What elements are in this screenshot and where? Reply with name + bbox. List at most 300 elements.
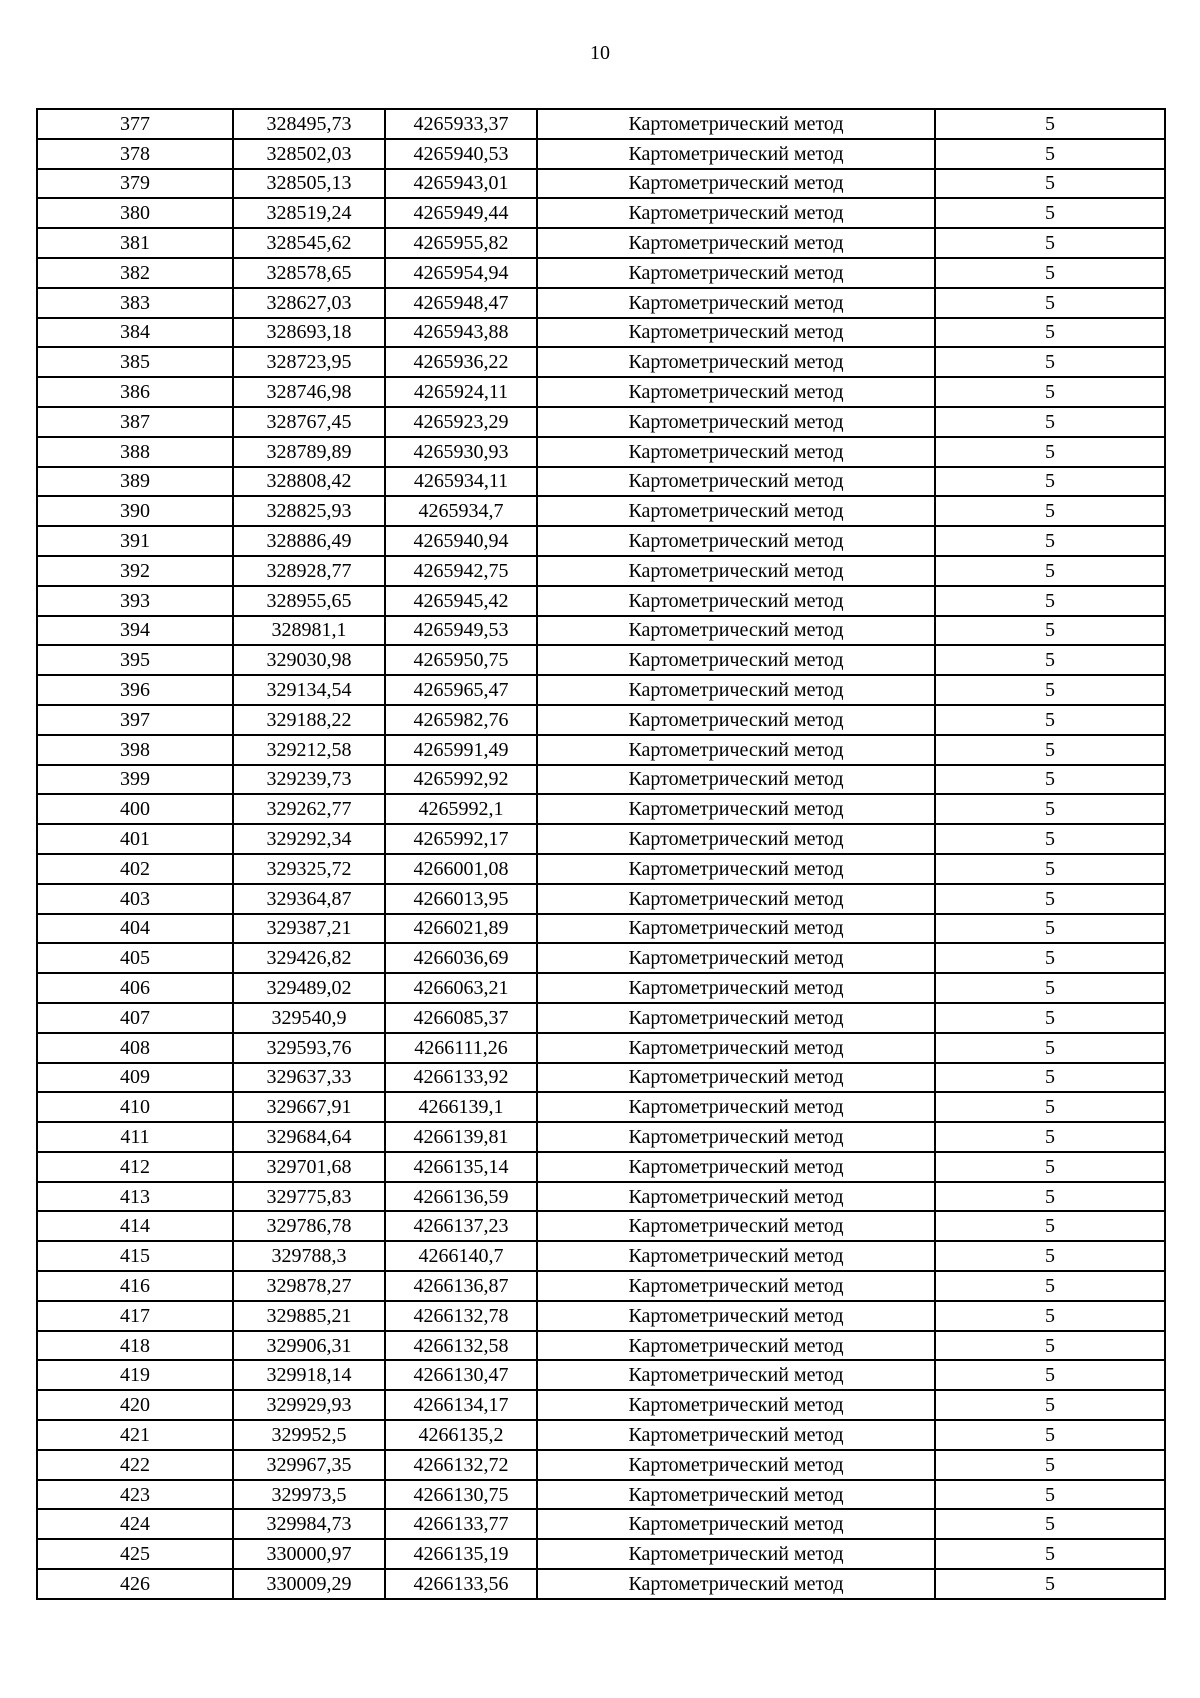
table-row xyxy=(37,1271,1165,1301)
method-cell: Картометрический метод xyxy=(537,288,935,318)
y-coordinate-cell: 4266137,23 xyxy=(385,1211,537,1241)
accuracy-cell: 5 xyxy=(935,1539,1165,1569)
point-number-cell: 419 xyxy=(37,1360,233,1390)
method-cell: Картометрический метод xyxy=(537,1331,935,1361)
x-coordinate-cell: 328928,77 xyxy=(233,556,385,586)
y-coordinate-cell: 4266021,89 xyxy=(385,914,537,944)
y-coordinate-cell: 4266063,21 xyxy=(385,973,537,1003)
table-row xyxy=(37,854,1165,884)
accuracy-cell: 5 xyxy=(935,854,1165,884)
table-row xyxy=(37,318,1165,348)
y-coordinate-cell: 4265949,44 xyxy=(385,198,537,228)
method-cell: Картометрический метод xyxy=(537,526,935,556)
x-coordinate-cell: 329239,73 xyxy=(233,765,385,795)
method-cell: Картометрический метод xyxy=(537,496,935,526)
x-coordinate-cell: 328981,1 xyxy=(233,616,385,646)
x-coordinate-cell: 328825,93 xyxy=(233,496,385,526)
accuracy-cell: 5 xyxy=(935,1003,1165,1033)
y-coordinate-cell: 4265936,22 xyxy=(385,347,537,377)
y-coordinate-cell: 4265950,75 xyxy=(385,645,537,675)
method-cell: Картометрический метод xyxy=(537,407,935,437)
x-coordinate-cell: 329325,72 xyxy=(233,854,385,884)
table-row xyxy=(37,943,1165,973)
y-coordinate-cell: 4265934,11 xyxy=(385,467,537,497)
x-coordinate-cell: 329540,9 xyxy=(233,1003,385,1033)
point-number-cell: 382 xyxy=(37,258,233,288)
method-cell: Картометрический метод xyxy=(537,467,935,497)
y-coordinate-cell: 4266133,77 xyxy=(385,1509,537,1539)
accuracy-cell: 5 xyxy=(935,1420,1165,1450)
table-row xyxy=(37,1122,1165,1152)
method-cell: Картометрический метод xyxy=(537,1211,935,1241)
method-cell: Картометрический метод xyxy=(537,347,935,377)
point-number-cell: 378 xyxy=(37,139,233,169)
method-cell: Картометрический метод xyxy=(537,318,935,348)
y-coordinate-cell: 4265943,01 xyxy=(385,169,537,199)
method-cell: Картометрический метод xyxy=(537,169,935,199)
point-number-cell: 377 xyxy=(37,109,233,139)
y-coordinate-cell: 4265948,47 xyxy=(385,288,537,318)
accuracy-cell: 5 xyxy=(935,1360,1165,1390)
y-coordinate-cell: 4266135,19 xyxy=(385,1539,537,1569)
table-row xyxy=(37,377,1165,407)
point-number-cell: 391 xyxy=(37,526,233,556)
accuracy-cell: 5 xyxy=(935,228,1165,258)
point-number-cell: 396 xyxy=(37,675,233,705)
accuracy-cell: 5 xyxy=(935,1033,1165,1063)
accuracy-cell: 5 xyxy=(935,884,1165,914)
accuracy-cell: 5 xyxy=(935,1301,1165,1331)
y-coordinate-cell: 4266133,92 xyxy=(385,1063,537,1093)
table-row xyxy=(37,645,1165,675)
coordinates-table xyxy=(36,108,1166,1600)
y-coordinate-cell: 4266130,47 xyxy=(385,1360,537,1390)
x-coordinate-cell: 328746,98 xyxy=(233,377,385,407)
x-coordinate-cell: 329188,22 xyxy=(233,705,385,735)
point-number-cell: 399 xyxy=(37,765,233,795)
method-cell: Картометрический метод xyxy=(537,1033,935,1063)
accuracy-cell: 5 xyxy=(935,377,1165,407)
point-number-cell: 401 xyxy=(37,824,233,854)
x-coordinate-cell: 328578,65 xyxy=(233,258,385,288)
accuracy-cell: 5 xyxy=(935,1063,1165,1093)
point-number-cell: 395 xyxy=(37,645,233,675)
point-number-cell: 413 xyxy=(37,1182,233,1212)
point-number-cell: 386 xyxy=(37,377,233,407)
x-coordinate-cell: 329593,76 xyxy=(233,1033,385,1063)
x-coordinate-cell: 329212,58 xyxy=(233,735,385,765)
accuracy-cell: 5 xyxy=(935,973,1165,1003)
x-coordinate-cell: 329788,3 xyxy=(233,1241,385,1271)
y-coordinate-cell: 4265940,94 xyxy=(385,526,537,556)
accuracy-cell: 5 xyxy=(935,318,1165,348)
point-number-cell: 381 xyxy=(37,228,233,258)
x-coordinate-cell: 328505,13 xyxy=(233,169,385,199)
x-coordinate-cell: 328955,65 xyxy=(233,586,385,616)
y-coordinate-cell: 4265992,92 xyxy=(385,765,537,795)
table-row xyxy=(37,1182,1165,1212)
method-cell: Картометрический метод xyxy=(537,1241,935,1271)
x-coordinate-cell: 328519,24 xyxy=(233,198,385,228)
method-cell: Картометрический метод xyxy=(537,884,935,914)
y-coordinate-cell: 4266136,87 xyxy=(385,1271,537,1301)
x-coordinate-cell: 329637,33 xyxy=(233,1063,385,1093)
accuracy-cell: 5 xyxy=(935,1152,1165,1182)
point-number-cell: 410 xyxy=(37,1092,233,1122)
accuracy-cell: 5 xyxy=(935,1241,1165,1271)
accuracy-cell: 5 xyxy=(935,824,1165,854)
point-number-cell: 415 xyxy=(37,1241,233,1271)
accuracy-cell: 5 xyxy=(935,1569,1165,1599)
x-coordinate-cell: 329292,34 xyxy=(233,824,385,854)
x-coordinate-cell: 329929,93 xyxy=(233,1390,385,1420)
y-coordinate-cell: 4265965,47 xyxy=(385,675,537,705)
point-number-cell: 411 xyxy=(37,1122,233,1152)
accuracy-cell: 5 xyxy=(935,1331,1165,1361)
accuracy-cell: 5 xyxy=(935,1211,1165,1241)
x-coordinate-cell: 329667,91 xyxy=(233,1092,385,1122)
y-coordinate-cell: 4266132,72 xyxy=(385,1450,537,1480)
point-number-cell: 403 xyxy=(37,884,233,914)
y-coordinate-cell: 4265930,93 xyxy=(385,437,537,467)
table-row xyxy=(37,1420,1165,1450)
y-coordinate-cell: 4266133,56 xyxy=(385,1569,537,1599)
method-cell: Картометрический метод xyxy=(537,556,935,586)
method-cell: Картометрический метод xyxy=(537,675,935,705)
point-number-cell: 394 xyxy=(37,616,233,646)
y-coordinate-cell: 4265991,49 xyxy=(385,735,537,765)
accuracy-cell: 5 xyxy=(935,169,1165,199)
y-coordinate-cell: 4266140,7 xyxy=(385,1241,537,1271)
point-number-cell: 388 xyxy=(37,437,233,467)
table-row xyxy=(37,467,1165,497)
y-coordinate-cell: 4266132,58 xyxy=(385,1331,537,1361)
table-row xyxy=(37,1360,1165,1390)
x-coordinate-cell: 329364,87 xyxy=(233,884,385,914)
x-coordinate-cell: 328627,03 xyxy=(233,288,385,318)
table-row xyxy=(37,169,1165,199)
table-row xyxy=(37,1509,1165,1539)
table-row xyxy=(37,735,1165,765)
table-row xyxy=(37,765,1165,795)
method-cell: Картометрический метод xyxy=(537,1152,935,1182)
point-number-cell: 424 xyxy=(37,1509,233,1539)
accuracy-cell: 5 xyxy=(935,645,1165,675)
x-coordinate-cell: 328693,18 xyxy=(233,318,385,348)
accuracy-cell: 5 xyxy=(935,347,1165,377)
point-number-cell: 402 xyxy=(37,854,233,884)
method-cell: Картометрический метод xyxy=(537,765,935,795)
method-cell: Картометрический метод xyxy=(537,437,935,467)
accuracy-cell: 5 xyxy=(935,407,1165,437)
table-row xyxy=(37,1390,1165,1420)
table-row xyxy=(37,884,1165,914)
x-coordinate-cell: 329967,35 xyxy=(233,1450,385,1480)
y-coordinate-cell: 4266036,69 xyxy=(385,943,537,973)
accuracy-cell: 5 xyxy=(935,705,1165,735)
x-coordinate-cell: 329786,78 xyxy=(233,1211,385,1241)
point-number-cell: 397 xyxy=(37,705,233,735)
x-coordinate-cell: 329775,83 xyxy=(233,1182,385,1212)
accuracy-cell: 5 xyxy=(935,109,1165,139)
point-number-cell: 400 xyxy=(37,794,233,824)
point-number-cell: 425 xyxy=(37,1539,233,1569)
x-coordinate-cell: 328767,45 xyxy=(233,407,385,437)
y-coordinate-cell: 4265992,17 xyxy=(385,824,537,854)
table-row xyxy=(37,1539,1165,1569)
x-coordinate-cell: 329973,5 xyxy=(233,1480,385,1510)
y-coordinate-cell: 4265942,75 xyxy=(385,556,537,586)
accuracy-cell: 5 xyxy=(935,1092,1165,1122)
y-coordinate-cell: 4266130,75 xyxy=(385,1480,537,1510)
method-cell: Картометрический метод xyxy=(537,1480,935,1510)
accuracy-cell: 5 xyxy=(935,675,1165,705)
y-coordinate-cell: 4266132,78 xyxy=(385,1301,537,1331)
point-number-cell: 426 xyxy=(37,1569,233,1599)
accuracy-cell: 5 xyxy=(935,139,1165,169)
point-number-cell: 406 xyxy=(37,973,233,1003)
method-cell: Картометрический метод xyxy=(537,1182,935,1212)
method-cell: Картометрический метод xyxy=(537,1003,935,1033)
point-number-cell: 417 xyxy=(37,1301,233,1331)
table-row xyxy=(37,1480,1165,1510)
point-number-cell: 422 xyxy=(37,1450,233,1480)
method-cell: Картометрический метод xyxy=(537,586,935,616)
x-coordinate-cell: 328723,95 xyxy=(233,347,385,377)
table-row xyxy=(37,1152,1165,1182)
y-coordinate-cell: 4265923,29 xyxy=(385,407,537,437)
method-cell: Картометрический метод xyxy=(537,973,935,1003)
accuracy-cell: 5 xyxy=(935,1390,1165,1420)
method-cell: Картометрический метод xyxy=(537,616,935,646)
table-row xyxy=(37,1092,1165,1122)
table-row xyxy=(37,1063,1165,1093)
table-row xyxy=(37,1450,1165,1480)
method-cell: Картометрический метод xyxy=(537,645,935,675)
point-number-cell: 390 xyxy=(37,496,233,526)
accuracy-cell: 5 xyxy=(935,794,1165,824)
accuracy-cell: 5 xyxy=(935,467,1165,497)
point-number-cell: 407 xyxy=(37,1003,233,1033)
point-number-cell: 380 xyxy=(37,198,233,228)
point-number-cell: 414 xyxy=(37,1211,233,1241)
method-cell: Картометрический метод xyxy=(537,735,935,765)
table-row xyxy=(37,1003,1165,1033)
accuracy-cell: 5 xyxy=(935,735,1165,765)
point-number-cell: 418 xyxy=(37,1331,233,1361)
accuracy-cell: 5 xyxy=(935,1122,1165,1152)
method-cell: Картометрический метод xyxy=(537,1271,935,1301)
table-row xyxy=(37,1301,1165,1331)
method-cell: Картометрический метод xyxy=(537,1420,935,1450)
point-number-cell: 385 xyxy=(37,347,233,377)
point-number-cell: 398 xyxy=(37,735,233,765)
accuracy-cell: 5 xyxy=(935,616,1165,646)
accuracy-cell: 5 xyxy=(935,437,1165,467)
y-coordinate-cell: 4266135,2 xyxy=(385,1420,537,1450)
y-coordinate-cell: 4265992,1 xyxy=(385,794,537,824)
point-number-cell: 384 xyxy=(37,318,233,348)
table-row xyxy=(37,1569,1165,1599)
y-coordinate-cell: 4266135,14 xyxy=(385,1152,537,1182)
method-cell: Картометрический метод xyxy=(537,794,935,824)
point-number-cell: 404 xyxy=(37,914,233,944)
method-cell: Картометрический метод xyxy=(537,1569,935,1599)
y-coordinate-cell: 4266139,1 xyxy=(385,1092,537,1122)
method-cell: Картометрический метод xyxy=(537,198,935,228)
method-cell: Картометрический метод xyxy=(537,1450,935,1480)
x-coordinate-cell: 329918,14 xyxy=(233,1360,385,1390)
point-number-cell: 420 xyxy=(37,1390,233,1420)
method-cell: Картометрический метод xyxy=(537,1509,935,1539)
x-coordinate-cell: 329885,21 xyxy=(233,1301,385,1331)
accuracy-cell: 5 xyxy=(935,943,1165,973)
method-cell: Картометрический метод xyxy=(537,705,935,735)
y-coordinate-cell: 4265943,88 xyxy=(385,318,537,348)
method-cell: Картометрический метод xyxy=(537,943,935,973)
accuracy-cell: 5 xyxy=(935,1271,1165,1301)
table-row xyxy=(37,258,1165,288)
y-coordinate-cell: 4265949,53 xyxy=(385,616,537,646)
x-coordinate-cell: 329684,64 xyxy=(233,1122,385,1152)
x-coordinate-cell: 328789,89 xyxy=(233,437,385,467)
accuracy-cell: 5 xyxy=(935,288,1165,318)
accuracy-cell: 5 xyxy=(935,1480,1165,1510)
table-row xyxy=(37,705,1165,735)
x-coordinate-cell: 329906,31 xyxy=(233,1331,385,1361)
accuracy-cell: 5 xyxy=(935,914,1165,944)
x-coordinate-cell: 329489,02 xyxy=(233,973,385,1003)
accuracy-cell: 5 xyxy=(935,765,1165,795)
point-number-cell: 389 xyxy=(37,467,233,497)
x-coordinate-cell: 328886,49 xyxy=(233,526,385,556)
accuracy-cell: 5 xyxy=(935,586,1165,616)
method-cell: Картометрический метод xyxy=(537,258,935,288)
table-row xyxy=(37,1331,1165,1361)
x-coordinate-cell: 329878,27 xyxy=(233,1271,385,1301)
method-cell: Картометрический метод xyxy=(537,139,935,169)
table-row xyxy=(37,288,1165,318)
x-coordinate-cell: 329984,73 xyxy=(233,1509,385,1539)
x-coordinate-cell: 329134,54 xyxy=(233,675,385,705)
y-coordinate-cell: 4265945,42 xyxy=(385,586,537,616)
method-cell: Картометрический метод xyxy=(537,1360,935,1390)
table-row xyxy=(37,586,1165,616)
y-coordinate-cell: 4266013,95 xyxy=(385,884,537,914)
y-coordinate-cell: 4266134,17 xyxy=(385,1390,537,1420)
table-row xyxy=(37,139,1165,169)
x-coordinate-cell: 328502,03 xyxy=(233,139,385,169)
method-cell: Картометрический метод xyxy=(537,1122,935,1152)
table-row xyxy=(37,198,1165,228)
coordinates-table-body xyxy=(37,109,1165,1599)
point-number-cell: 387 xyxy=(37,407,233,437)
table-row xyxy=(37,407,1165,437)
table-row xyxy=(37,1241,1165,1271)
x-coordinate-cell: 330009,29 xyxy=(233,1569,385,1599)
x-coordinate-cell: 328808,42 xyxy=(233,467,385,497)
table-row xyxy=(37,228,1165,258)
table-row xyxy=(37,914,1165,944)
point-number-cell: 408 xyxy=(37,1033,233,1063)
point-number-cell: 392 xyxy=(37,556,233,586)
page-number: 10 xyxy=(590,42,610,64)
table-row xyxy=(37,824,1165,854)
table-row xyxy=(37,496,1165,526)
method-cell: Картометрический метод xyxy=(537,109,935,139)
point-number-cell: 412 xyxy=(37,1152,233,1182)
y-coordinate-cell: 4266085,37 xyxy=(385,1003,537,1033)
x-coordinate-cell: 329426,82 xyxy=(233,943,385,973)
point-number-cell: 383 xyxy=(37,288,233,318)
table-row xyxy=(37,973,1165,1003)
x-coordinate-cell: 329262,77 xyxy=(233,794,385,824)
table-row xyxy=(37,1033,1165,1063)
point-number-cell: 409 xyxy=(37,1063,233,1093)
y-coordinate-cell: 4265924,11 xyxy=(385,377,537,407)
point-number-cell: 405 xyxy=(37,943,233,973)
x-coordinate-cell: 329030,98 xyxy=(233,645,385,675)
table-row xyxy=(37,556,1165,586)
y-coordinate-cell: 4266111,26 xyxy=(385,1033,537,1063)
accuracy-cell: 5 xyxy=(935,556,1165,586)
method-cell: Картометрический метод xyxy=(537,1092,935,1122)
y-coordinate-cell: 4265982,76 xyxy=(385,705,537,735)
accuracy-cell: 5 xyxy=(935,1509,1165,1539)
y-coordinate-cell: 4265933,37 xyxy=(385,109,537,139)
point-number-cell: 416 xyxy=(37,1271,233,1301)
y-coordinate-cell: 4266136,59 xyxy=(385,1182,537,1212)
table-row xyxy=(37,347,1165,377)
y-coordinate-cell: 4265940,53 xyxy=(385,139,537,169)
accuracy-cell: 5 xyxy=(935,1450,1165,1480)
point-number-cell: 379 xyxy=(37,169,233,199)
table-row xyxy=(37,794,1165,824)
accuracy-cell: 5 xyxy=(935,526,1165,556)
method-cell: Картометрический метод xyxy=(537,824,935,854)
x-coordinate-cell: 328495,73 xyxy=(233,109,385,139)
accuracy-cell: 5 xyxy=(935,198,1165,228)
accuracy-cell: 5 xyxy=(935,1182,1165,1212)
method-cell: Картометрический метод xyxy=(537,1390,935,1420)
y-coordinate-cell: 4266139,81 xyxy=(385,1122,537,1152)
y-coordinate-cell: 4265955,82 xyxy=(385,228,537,258)
point-number-cell: 423 xyxy=(37,1480,233,1510)
table-row xyxy=(37,526,1165,556)
y-coordinate-cell: 4265934,7 xyxy=(385,496,537,526)
x-coordinate-cell: 330000,97 xyxy=(233,1539,385,1569)
point-number-cell: 421 xyxy=(37,1420,233,1450)
method-cell: Картометрический метод xyxy=(537,1539,935,1569)
table-row xyxy=(37,109,1165,139)
method-cell: Картометрический метод xyxy=(537,1301,935,1331)
y-coordinate-cell: 4265954,94 xyxy=(385,258,537,288)
table-row xyxy=(37,675,1165,705)
method-cell: Картометрический метод xyxy=(537,228,935,258)
method-cell: Картометрический метод xyxy=(537,914,935,944)
x-coordinate-cell: 328545,62 xyxy=(233,228,385,258)
method-cell: Картометрический метод xyxy=(537,1063,935,1093)
method-cell: Картометрический метод xyxy=(537,854,935,884)
x-coordinate-cell: 329701,68 xyxy=(233,1152,385,1182)
point-number-cell: 393 xyxy=(37,586,233,616)
x-coordinate-cell: 329952,5 xyxy=(233,1420,385,1450)
accuracy-cell: 5 xyxy=(935,258,1165,288)
accuracy-cell: 5 xyxy=(935,496,1165,526)
y-coordinate-cell: 4266001,08 xyxy=(385,854,537,884)
table-row xyxy=(37,437,1165,467)
table-row xyxy=(37,1211,1165,1241)
